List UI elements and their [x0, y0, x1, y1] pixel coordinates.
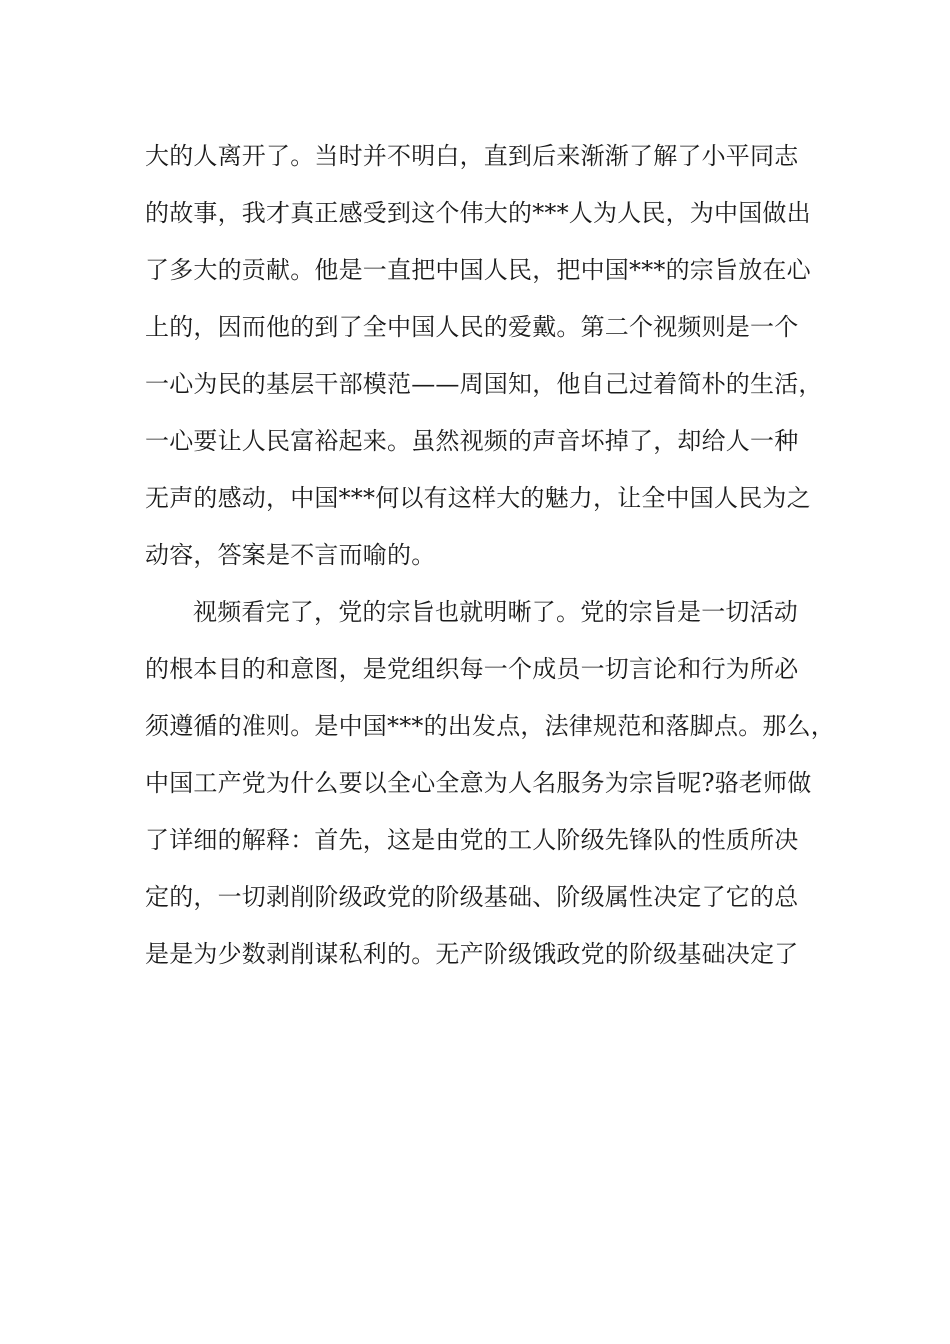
paragraph-line: 大的人离开了。当时并不明白，直到后来渐渐了解了小平同志 — [145, 142, 799, 170]
paragraph-line: 一心要让人民富裕起来。虽然视频的声音坏掉了，却给人一种 — [145, 427, 799, 455]
paragraph-line: 一心为民的基层干部模范——周国知，他自己过着简朴的生活， — [145, 370, 823, 398]
paragraph-line: 的故事，我才真正感受到这个伟大的***人为人民，为中国做出 — [145, 199, 811, 227]
document-body — [145, 128, 835, 983]
paragraph-2 — [145, 584, 835, 983]
paragraph-line: 了详细的解释：首先，这是由党的工人阶级先锋队的性质所决 — [145, 826, 799, 854]
paragraph-1 — [145, 128, 825, 584]
paragraph-line: 上的，因而他的到了全中国人民的爱戴。第二个视频则是一个 — [145, 313, 799, 341]
paragraph-line: 是是为少数剥削谋私利的。无产阶级饿政党的阶级基础决定了 — [145, 940, 799, 968]
paragraph-line: 中国工产党为什么要以全心全意为人名服务为宗旨呢?骆老师做 — [145, 769, 812, 797]
paragraph-line: 动容，答案是不言而喻的。 — [145, 541, 436, 569]
paragraph-line: 无声的感动，中国***何以有这样大的魅力，让全中国人民为之 — [145, 484, 811, 512]
paragraph-line: 视频看完了，党的宗旨也就明晰了。党的宗旨是一切活动 — [193, 598, 798, 626]
paragraph-line: 定的，一切剥削阶级政党的阶级基础、阶级属性决定了它的总 — [145, 883, 799, 911]
paragraph-line: 了多大的贡献。他是一直把中国人民，把中国***的宗旨放在心 — [145, 256, 811, 284]
paragraph-line: 的根本目的和意图，是党组织每一个成员一切言论和行为所必 — [145, 655, 799, 683]
paragraph-line: 须遵循的准则。是中国***的出发点，法律规范和落脚点。那么， — [145, 712, 835, 740]
